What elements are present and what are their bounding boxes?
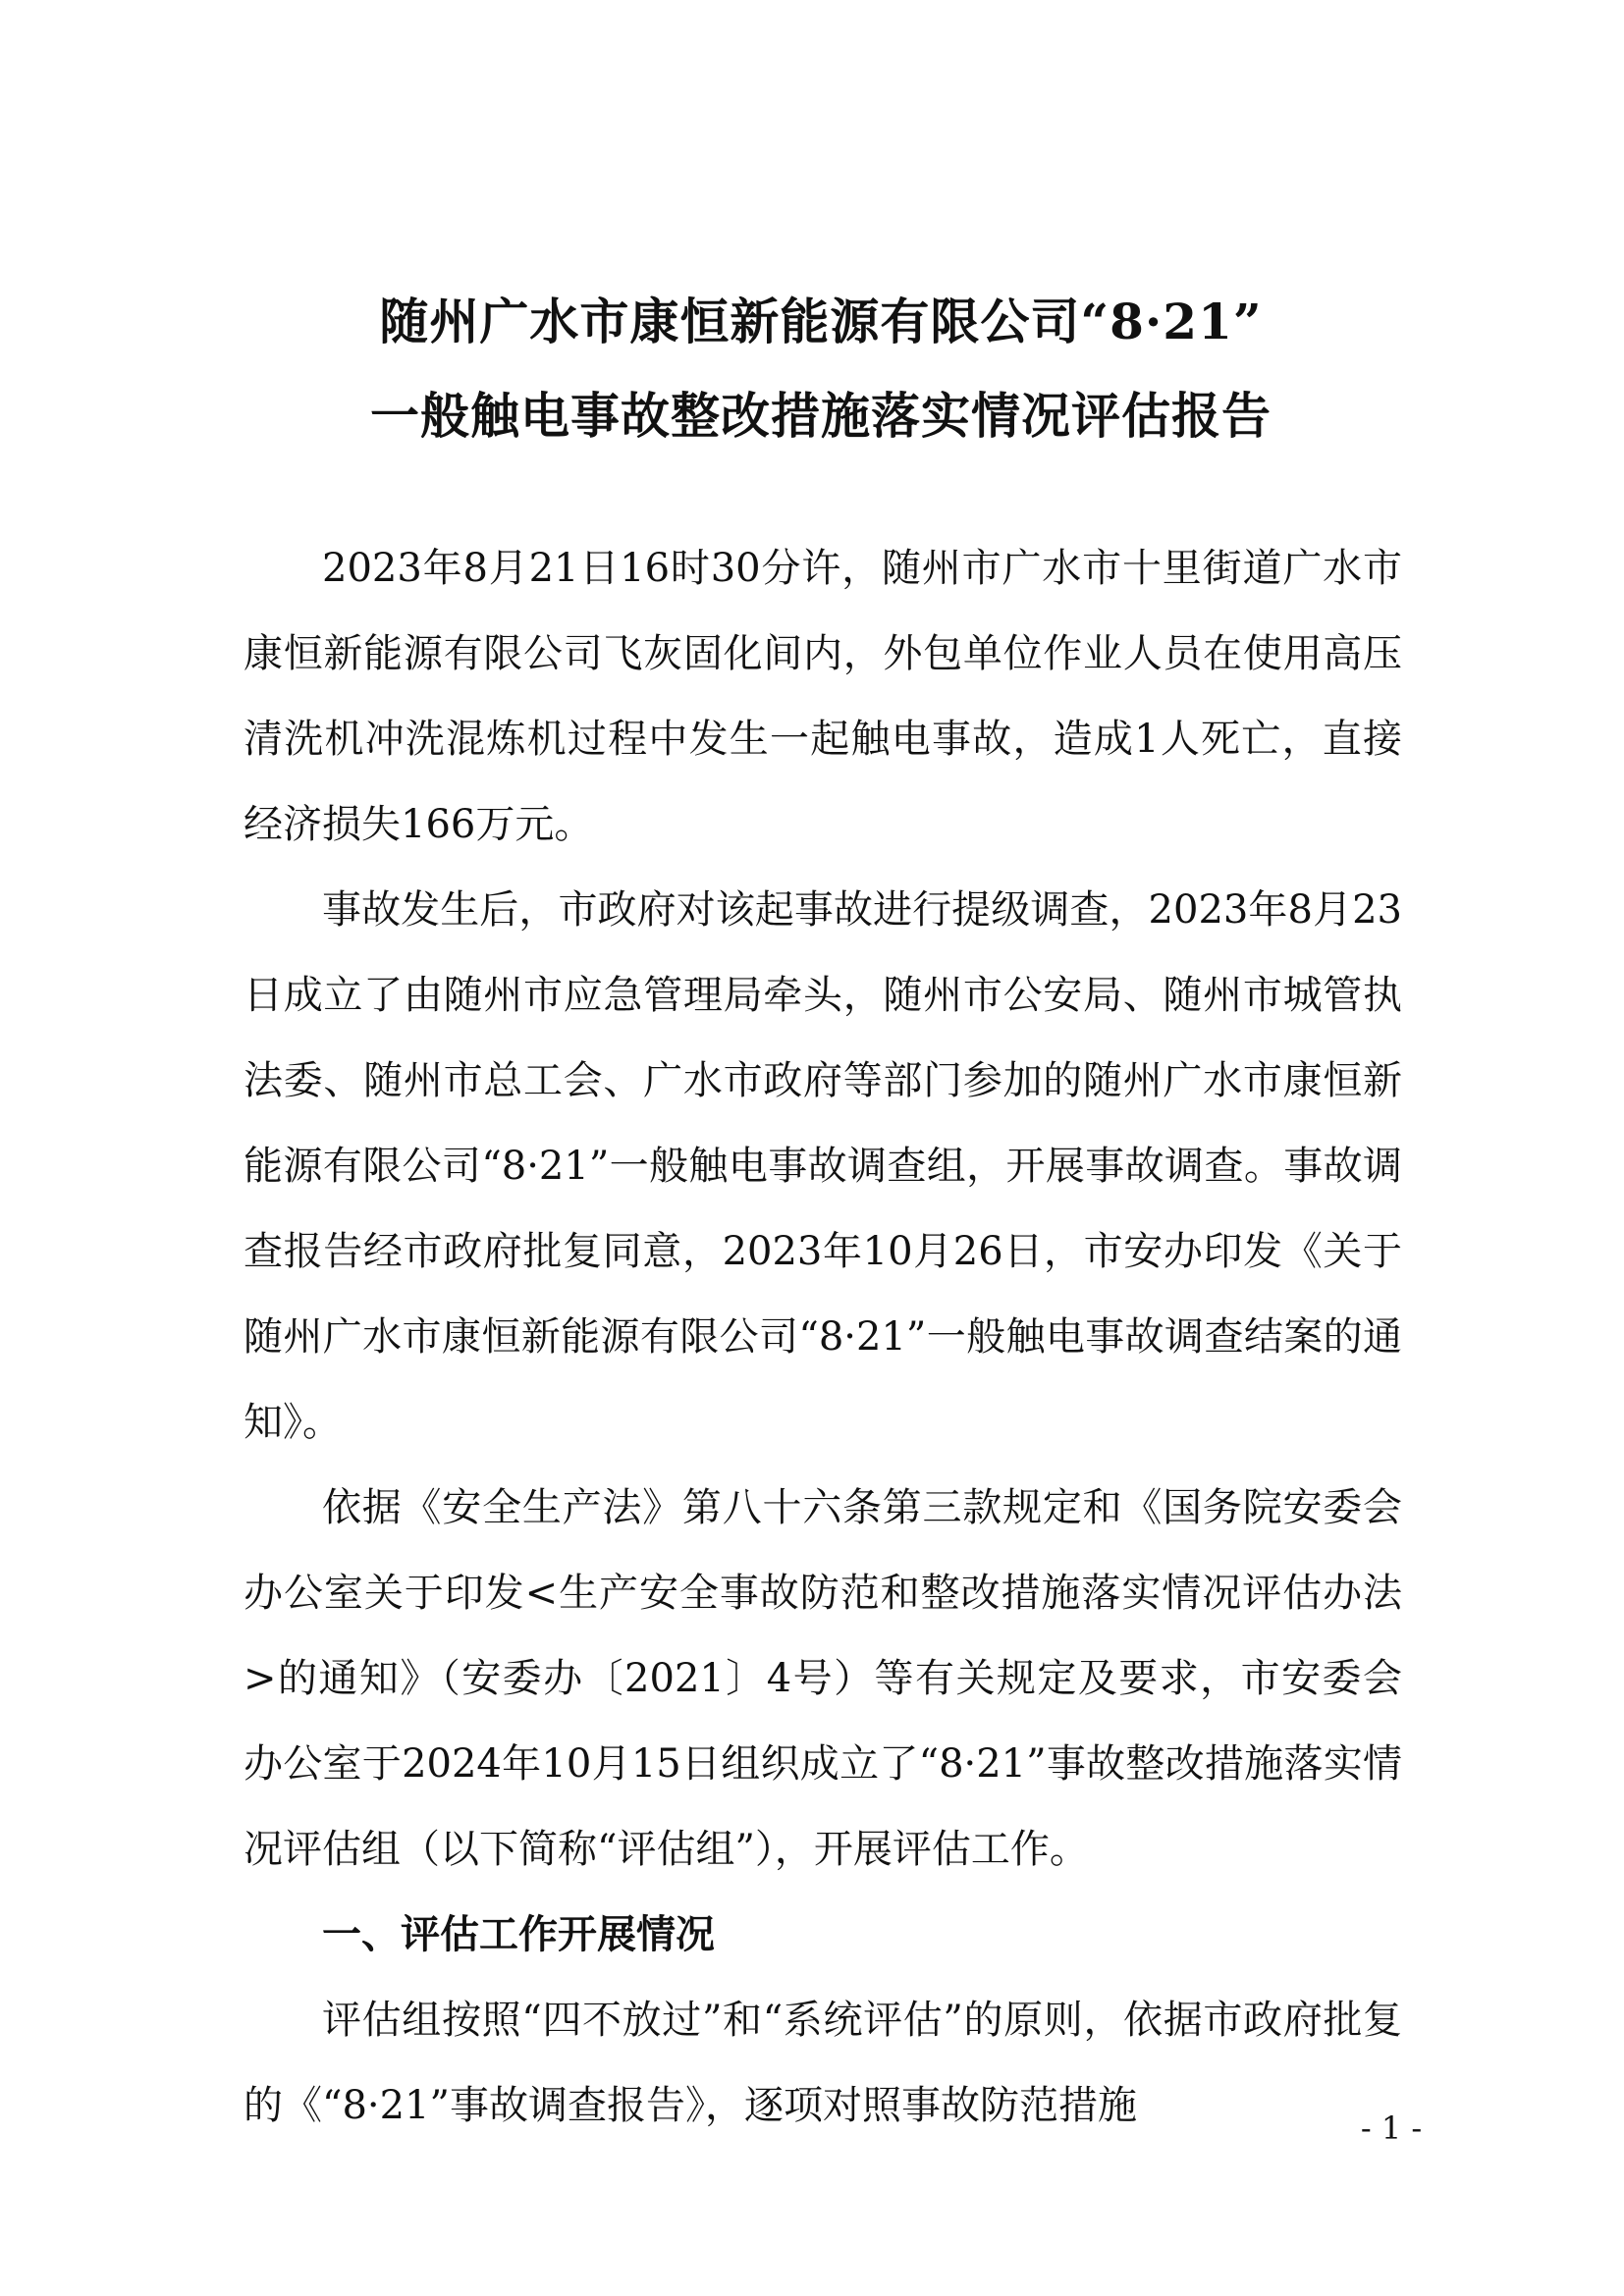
paragraph-evaluation-basis: 依据《安全生产法》第八十六条第三款规定和《国务院安委会办公室关于印发<生产安全事故防范和整改措施落实情况评估办法>的通知》（安委办〔2021〕4号）等有关规定及要求，市安委会办公室于2024年10月15日组织成立了“8·21”事故整改措施落实情况评估组（以下简称“评估组”），开展评估工作。 (244, 1485, 1402, 1872)
section-heading: 一、评估工作开展情况 (322, 1912, 715, 1957)
title-line-2: 一般触电事故整改措施落实情况评估报告 (370, 387, 1272, 445)
document-body (244, 526, 1402, 2149)
paragraph-accident-summary: 2023年8月21日16时30分许，随州市广水市十里街道广水市康恒新能源有限公司飞灰固化间内，外包单位作业人员在使用高压清洗机冲洗混炼机过程中发生一起触电事故，造成1人死亡，直接经济损失166万元。 (244, 546, 1402, 847)
title-line-1: 随州广水市康恒新能源有限公司“8·21” (379, 293, 1263, 350)
page-number: - 1 - (1360, 2109, 1423, 2147)
paragraph-investigation: 事故发生后，市政府对该起事故进行提级调查，2023年8月23日成立了由随州市应急管理局牵头，随州市公安局、随州市城管执法委、随州市总工会、广水市政府等部门参加的随州广水市康恒新能源有限公司“8·21”一般触电事故调查组，开展事故调查。事故调查报告经市政府批复同意，2023年10月26日，市安办印发《关于随州广水市康恒新能源有限公司“8·21”一般触电事故调查结案的通知》。 (244, 887, 1402, 1445)
paragraph-section-text: 评估组按照“四不放过”和“系统评估”的原则，依据市政府批复的《“8·21”事故调查报告》，逐项对照事故防范措施 (244, 1998, 1402, 2128)
document-title (232, 275, 1410, 463)
